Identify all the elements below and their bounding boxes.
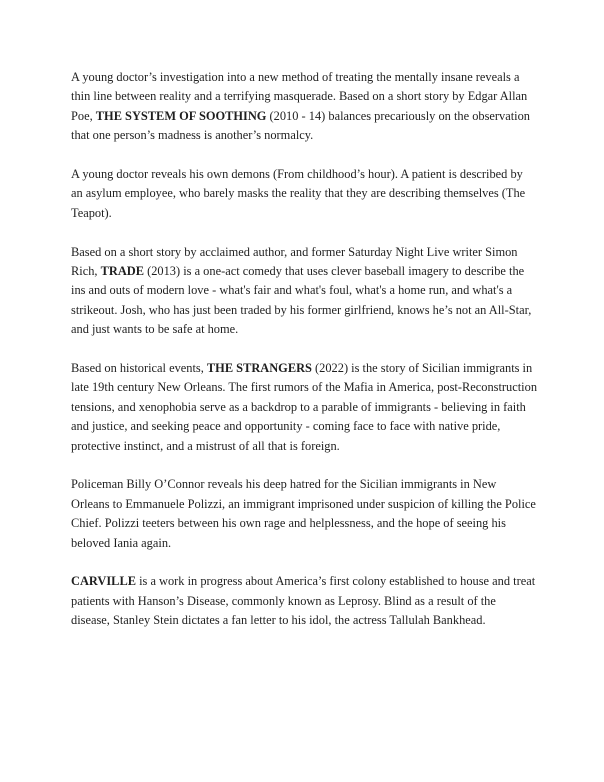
paragraph-system-of-soothing [71, 68, 537, 146]
paragraph-text: A young doctor’s investigation into a new method of treating the mentally insane reveals a thin line between reality and a terrifying masquerade. Based on a short story by Edgar Allan Poe, [71, 70, 528, 123]
play-title-the-strangers: THE STRANGERS [206, 361, 312, 376]
paragraph-carville [71, 572, 537, 630]
play-title-trade: TRADE [100, 264, 144, 279]
paragraph-text: Based on historical events, [71, 361, 207, 376]
paragraph-text: is a work in progress about America’s first colony established to house and treat patients with Hanson’s Disease, commonly known as Leprosy. Blind as a result of the disease, Stanley Stein dictates a fan letter to his idol, the actress Tallulah Bankhead. [71, 574, 536, 628]
paragraph-the-strangers [71, 359, 537, 456]
paragraph-policeman [71, 475, 537, 553]
paragraph-text: (2013) is a one-act comedy that uses clever baseball imagery to describe the ins and outs of modern love - what's fair and what's foul, what's a home run, and what's a strikeout. Josh, who has just been traded by his former girlfriend, knows he’s not an All-Star, and just wants to be safe at home. [71, 264, 532, 337]
paragraph-text: Based on a short story by acclaimed author, and former Saturday Night Live writer Simon Rich, [71, 244, 518, 279]
document-body [71, 68, 537, 650]
paragraph-trade [71, 243, 537, 340]
play-title-carville: CARVILLE [71, 574, 136, 589]
paragraph-text: (2022) is the story of Sicilian immigrants in late 19th century New Orleans. The first rumors of the Mafia in America, post-Reconstruction tensions, and xenophobia serve as a backdrop to a parable of immigrants - believing in faith and justice, and seeking peace and opportunity - coming face to face with native pride, protective instinct, and a mistrust of all that is foreign. [71, 361, 538, 453]
paragraph-young-doctor [71, 165, 537, 223]
paragraph-text: Policeman Billy O’Connor reveals his deep hatred for the Sicilian immigrants in New Orleans to Emmanuele Polizzi, an immigrant imprisoned under suspicion of killing the Police Chief. Polizzi teeters between his own rage and helplessness, and the hope of seeing his beloved Iania again. [71, 477, 536, 550]
play-title-system-of-soothing: THE SYSTEM OF SOOTHING [95, 108, 267, 123]
paragraph-text: A young doctor reveals his own demons (From childhood’s hour). A patient is described by an asylum employee, who barely masks the reality that they are describing themselves (The Teapot). [71, 167, 526, 220]
paragraph-text: (2010 - 14) balances precariously on the observation that one person’s madness is another’s normalcy. [71, 108, 530, 143]
